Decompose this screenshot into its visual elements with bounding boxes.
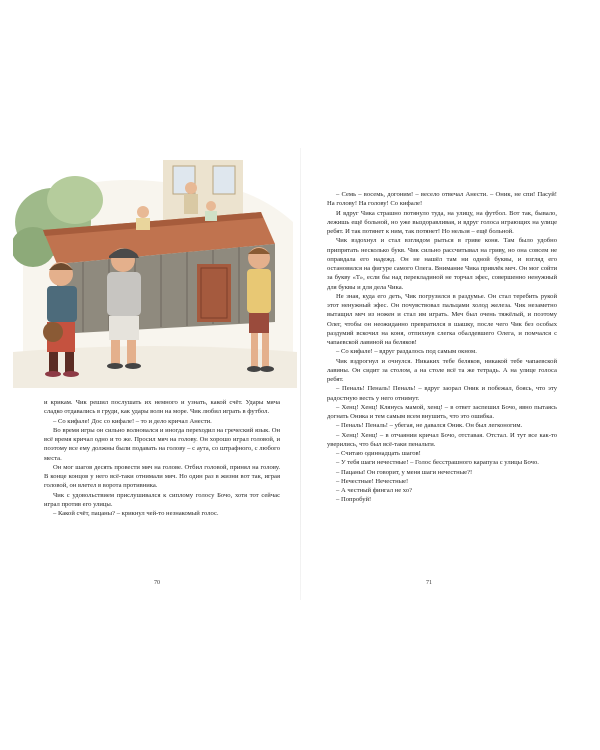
paragraph: – А честный фингал не хо? bbox=[336, 487, 413, 494]
right-page-text bbox=[327, 190, 557, 505]
paragraph: Он мог шагов десять провести мяч на голове. Отбил головой, принял на голову. В конце концов у него всё-таки отнимали мяч. Но один раз в жизни вот так, играя головой, он влетел в ворота противника. bbox=[44, 463, 280, 490]
paragraph: – Пеналь! Пеналь! – убегая, не давался Оник. Он был легконогим. bbox=[336, 422, 523, 430]
boys-playing-football-illustration bbox=[13, 152, 297, 388]
paragraph: – Пеналь! Пеналь! Пеналь! – вдруг заорал Оник и побежал, боясь, что эту радостную весть у него отнимут. bbox=[327, 385, 557, 402]
paragraph: – У тебя шаги нечестные! – Голос бесстрашного карапуза с улицы Бочо. bbox=[336, 459, 539, 467]
page-number: 71 bbox=[426, 580, 432, 586]
paragraph: – Со кифале! – вдруг раздалось под самым окном. bbox=[336, 348, 477, 356]
paragraph: Во время игры он сильно волновался и иногда переходил на греческий язык. Он всё время кричал одно и то же. Просил мяч на голову. Он хорошо играл головой, и поэтому все ему должны были подавать на голову – с аута, со штрафного, с любого места. bbox=[44, 426, 280, 462]
paragraph: Чик вздохнул и стал взглядом рыться в гриве коня. Там было удобно припрятать несколько букв. Чик сильно рассчитывал на гриву, но она совсем не оправдала его надежд. Он не нашёл там ни одной буквы, и взгляд его остановился на фигуре самого Олега. Внимание Чика привлёк меч. Он мог сойти за букву «Т», если бы над перекладиной не торчал эфес, совершенно ненужный для буквы и для дела Чика. bbox=[327, 237, 557, 291]
right-page bbox=[301, 148, 596, 600]
paragraph: – Какой счёт, пацаны? – крикнул чей-то незнакомый голос. bbox=[53, 510, 219, 517]
paragraph: – Семь – восемь, догоним! – весело отвечал Анести. – Оник, не спи! Пасуй! На голову! На голову! Со кифале! bbox=[327, 191, 557, 208]
paragraph: и крикам. Чик решил послушать их немного и узнать, какой счёт. Удары мяча сладко отдавались в груди, как удары волн на море. Чик любил играть в футбол. bbox=[44, 399, 280, 416]
paragraph: И вдруг Чика страшно потянуло туда, на улицу, на футбол. Вот так, бывало, лежишь ещё больной, но уже выздоравливая, и вдруг голоса играющих на улице ребят. И так потянет к ним, так потянет! Но нельзя – ещё больной. bbox=[327, 209, 557, 235]
paragraph: – Пацаны! Он говорит, у меня шаги нечестные?! bbox=[336, 468, 473, 476]
paragraph: – Попробуй! bbox=[336, 496, 372, 504]
paragraph: – Считаю одиннадцать шагов! bbox=[336, 450, 421, 457]
left-page-text bbox=[44, 398, 280, 518]
paragraph: – Хенц! Хенц! Клянусь мамой, хенц! – в ответ заспешил Бочо, явно пытаясь догнать Оника и тем самым всем внушить, что это ошибка. bbox=[327, 403, 557, 420]
paragraph: Чик вздрогнул и очнулся. Никаких тебе беляков, никакой тебе чапаевской лавины. Он сидит за столом, а на столе всё та же тетрадь. А на улице голоса ребят. bbox=[327, 357, 557, 383]
paragraph: – Со кифале! Дос со кифале! – то и дело кричал Анести. bbox=[53, 417, 212, 425]
paragraph: – Хенц! Хенц! – в отчаянии кричал Бочо, отставая. Отстал. И тут все как-то уверились, что был всё-таки пенальти. bbox=[327, 431, 557, 448]
book-spread bbox=[4, 148, 596, 600]
page-number: 70 bbox=[154, 580, 160, 586]
left-page bbox=[4, 148, 300, 600]
paragraph: Не зная, куда его деть, Чик погрузился в раздумье. Он стал теребить рукой этот ненужный эфес. Он почувствовал пальцами холод железа. Чик незаметно вытащил меч из ножен и стал им играть. Меч был очень тяжёлый, и поэтому Олег, чтобы он неожиданно превратился в шашку, после чего Чик без особых раздумий вскочил на коня, отпихнув слегка обалдевшего Олега, и помчался с чапаевской лавиной на беляков! bbox=[327, 292, 557, 346]
paragraph: Чик с удовольствием прислушивался к сиплому голосу Бочо, хотя тот сейчас играл против его улицы. bbox=[44, 491, 280, 508]
paragraph: – Нечестные! Нечестные! bbox=[336, 477, 409, 485]
